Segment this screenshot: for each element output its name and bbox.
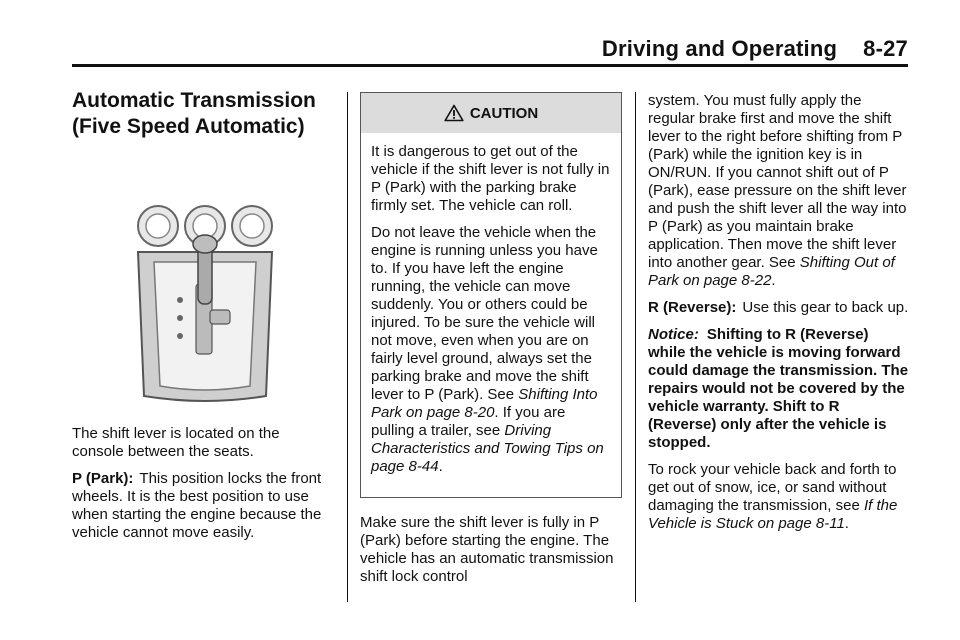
section-title [72,88,330,140]
shifting-out-of-park-link[interactable]: Shifting Out of Park on page 8-22 [648,254,895,289]
header-page-number: 8-27 [863,36,908,61]
shift-lock-paragraph: Make sure the shift lever is fully in P (Park) before starting the engine. The vehicle has an automatic transmission shift lock control [360,514,614,585]
warning-triangle-icon [444,104,464,122]
column-3 [648,92,910,542]
park-paragraph [72,470,330,542]
shifting-into-park-link[interactable]: Shifting Into Park on page 8-20 [371,386,598,421]
notice-label: Notice: [648,326,699,343]
caution-label: CAUTION [469,104,539,122]
caution-header [361,93,621,133]
reverse-paragraph [648,299,910,317]
header-rule [72,64,908,67]
reverse-term: R (Reverse): [648,299,737,316]
vehicle-stuck-link[interactable]: If the Vehicle is Stuck on page 8-11 [648,497,898,532]
notice-paragraph [648,326,910,452]
reverse-text: Use this gear to back up. [742,299,909,316]
caution-text: . [438,458,443,475]
park-term: P (Park): [72,470,134,487]
rocking-paragraph [648,461,910,533]
caution-paragraph-2 [371,224,611,476]
column-1 [72,88,330,551]
caution-paragraph-1: It is dangerous to get out of the vehicle if the shift lever is not fully in P (Park) with the parking brake firmly set. The vehicle can roll. [371,143,610,214]
body-text: To rock your vehicle back and forth to get out of snow, ice, or sand without damaging the transmission, see [648,461,897,514]
towing-tips-link[interactable]: Driving Characteristics and Towing Tips on page 8-44 [371,422,604,475]
header-section: Driving and Operating [601,36,838,61]
section-title-line-2: (Five Speed Automatic) [72,115,305,138]
shift-lever-illustration [130,200,280,406]
body-text: . [771,272,776,289]
body-text: system. You must fully apply the regular brake first and move the shift lever to the right before shifting from P (Park) while the ignition key is in ON/RUN. If you cannot shift out of P (Park), ease pressure on the shift lever and push the shift lever all the way into P (Park) as you maintain brake application. Then move the shift lever into another gear. See [648,92,907,271]
caution-box [360,92,622,498]
intro-paragraph: The shift lever is located on the console between the seats. [72,425,280,460]
shift-lock-continued-paragraph [648,92,910,290]
running-header [602,36,908,62]
notice-text: Shifting to R (Reverse) while the vehicle is moving forward could damage the transmission. The repairs would not be covered by the vehicle warranty. Shift to R (Reverse) only after the vehicle is stopped. [648,326,909,451]
body-text: . [844,515,849,532]
column-divider [635,92,636,602]
caution-text: Do not leave the vehicle when the engine is running unless you have to. If you have left the engine running, the vehicle can move suddenly. You or others could be injured. To be sure the vehicle will not move, even when you are on fairly level ground, always set the parking brake and move the shift lever to P (Park). See [371,224,598,403]
column-divider [347,92,348,602]
section-title-line-1: Automatic Transmission [72,89,316,112]
caution-text: . If you are pulling a trailer, see [371,404,566,439]
column-2 [360,92,622,595]
park-text: This position locks the front wheels. It is the best position to use when starting the engine because the vehicle cannot move easily. [72,470,322,541]
